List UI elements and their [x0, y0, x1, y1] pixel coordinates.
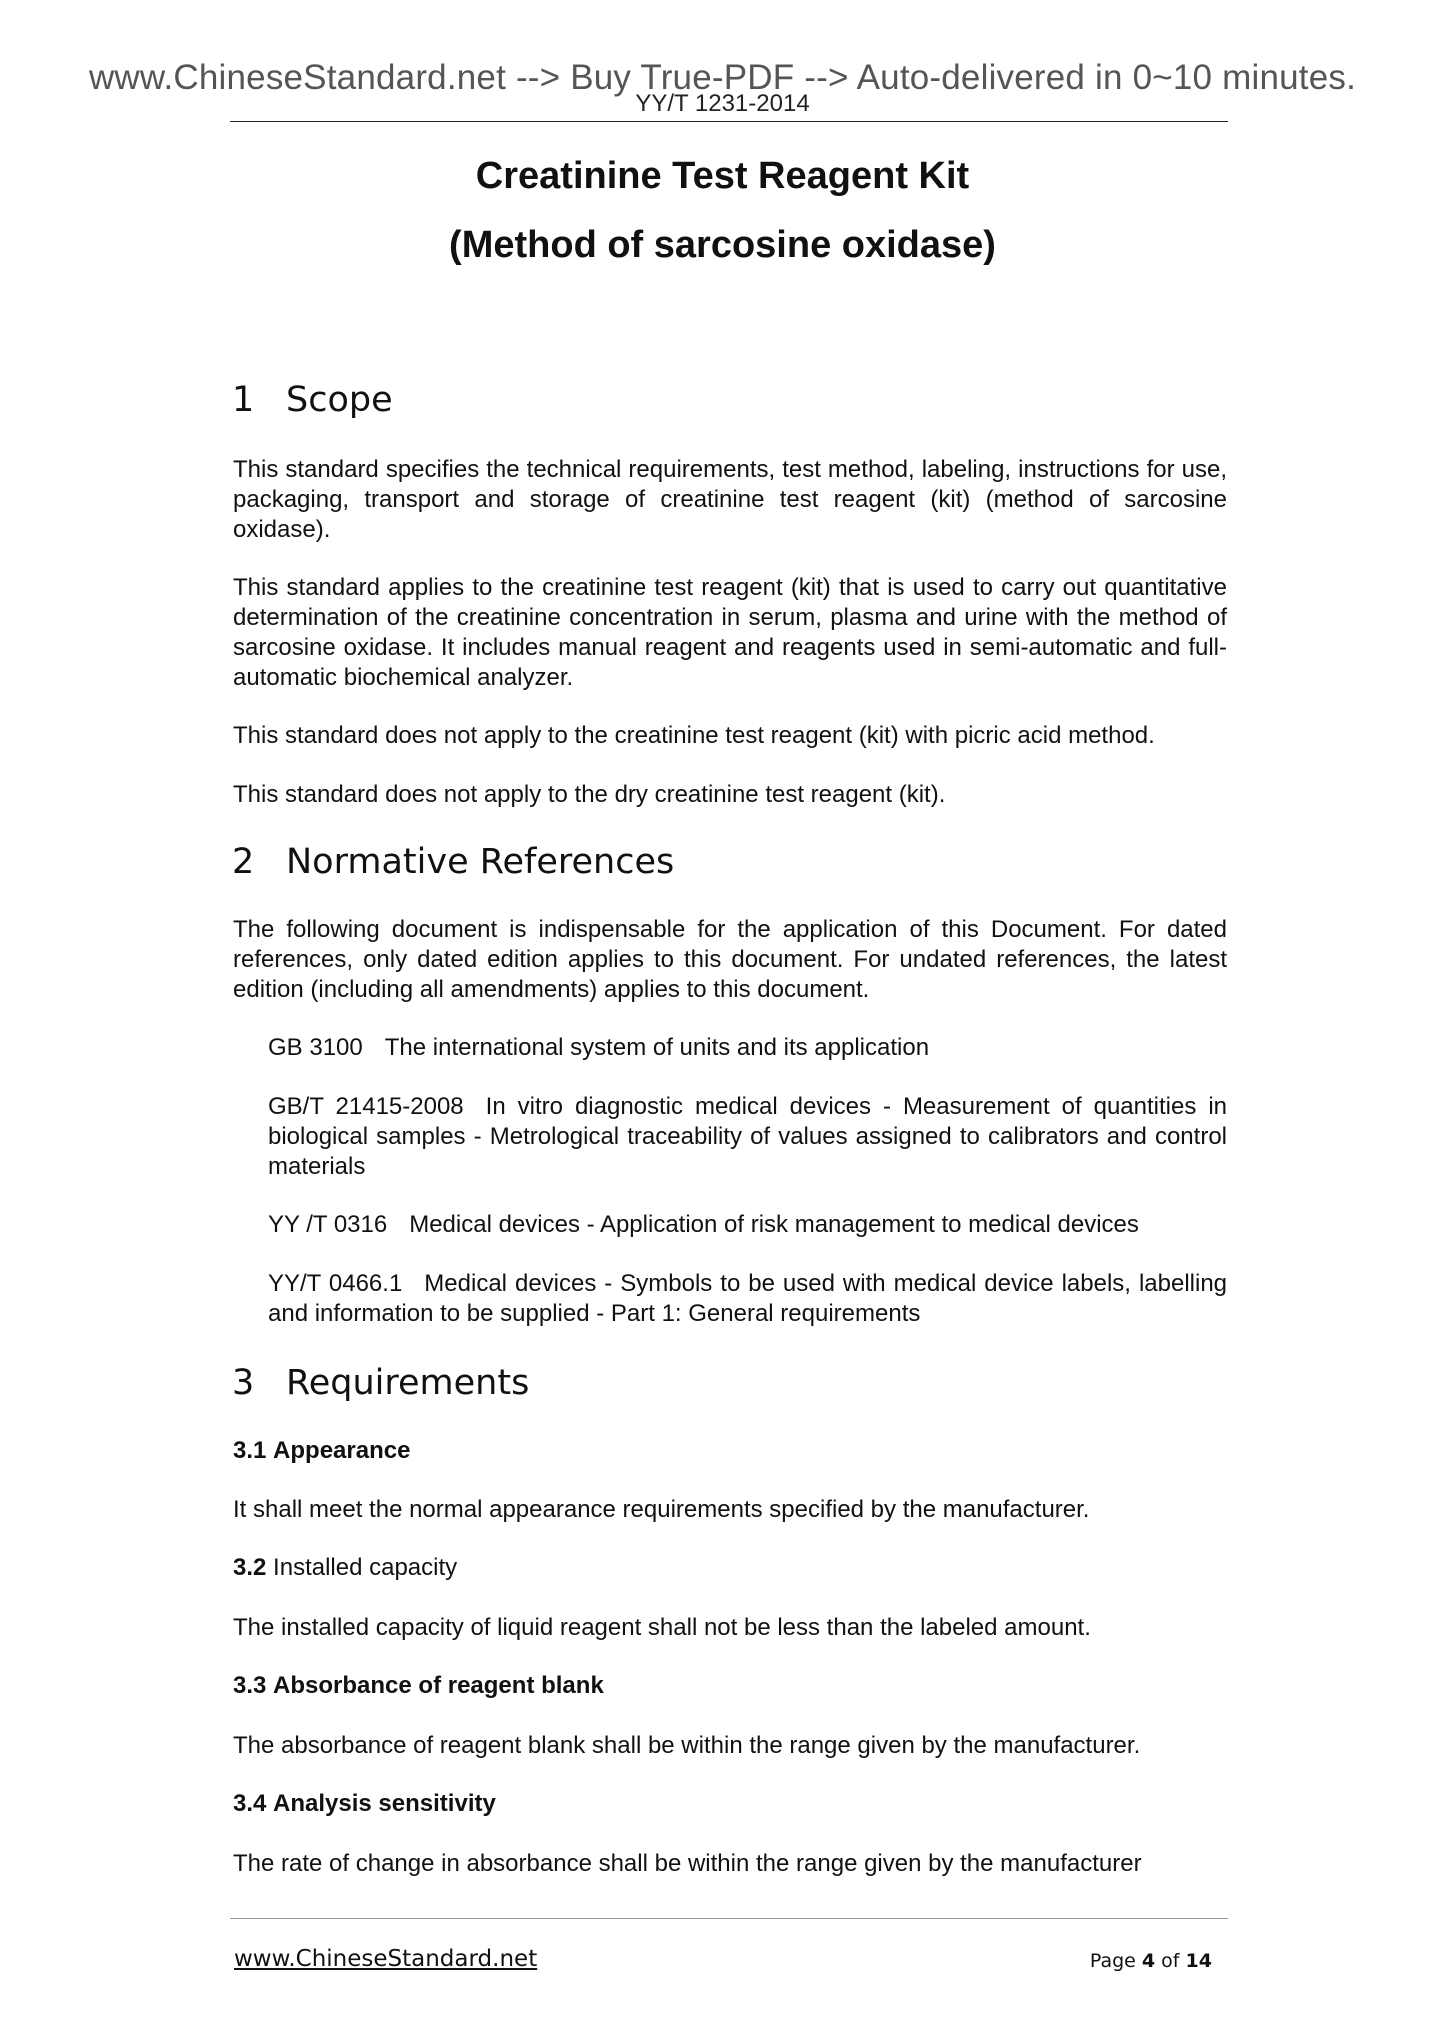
paragraph: The following document is indispensable for the application of this Document. For dated references, only dated edition applies to this document. For undated references, the latest edition (including all amendments) applies to this document.: [233, 916, 1227, 1003]
subsection-heading: [233, 1790, 496, 1818]
paragraph: The absorbance of reagent blank shall be within the range given by the manufacturer.: [233, 1732, 1141, 1759]
paragraph: This standard specifies the technical requirements, test method, labeling, instructions for use, packaging, transport and storage of creatinine test reagent (kit) (method of sarcosine oxidase).: [233, 456, 1227, 543]
subsection-title: Installed capacity: [273, 1554, 458, 1581]
page-label: Page: [1089, 1950, 1136, 1972]
subsection-title: Analysis sensitivity: [273, 1790, 496, 1817]
subsection-heading: [233, 1554, 457, 1582]
reference-code: YY /T 0316: [268, 1211, 388, 1238]
subsection-title: Absorbance of reagent blank: [273, 1672, 604, 1699]
section-title: Scope: [286, 380, 393, 420]
reference-title: Medical devices - Application of risk management to medical devices: [409, 1211, 1139, 1238]
reference-item: [268, 1210, 1227, 1240]
page-of-label: of: [1161, 1950, 1180, 1972]
section-number: 1: [232, 380, 255, 420]
reference-code: GB/T 21415-2008: [268, 1093, 464, 1120]
reference-title: Medical devices - Symbols to be used with medical device labels, labelling and information to be supplied - Part 1: General requirements: [268, 1270, 1228, 1327]
footer-website-link[interactable]: www.ChineseStandard.net: [234, 1946, 538, 1972]
subsection-number: 3.2: [233, 1554, 267, 1581]
subsection-number: 3.4: [233, 1790, 267, 1817]
section-title: Normative References: [286, 842, 675, 882]
paragraph: This standard does not apply to the creatinine test reagent (kit) with picric acid method.: [233, 722, 1155, 749]
paragraph: The rate of change in absorbance shall be within the range given by the manufacturer: [233, 1850, 1142, 1877]
current-page: 4: [1141, 1950, 1156, 1972]
reference-code: YY/T 0466.1: [268, 1270, 403, 1297]
footer-rule: [230, 1918, 1228, 1919]
header-rule: [230, 121, 1228, 122]
subsection-heading: [233, 1437, 410, 1465]
total-pages: 14: [1185, 1950, 1212, 1972]
subsection-heading: [233, 1672, 604, 1700]
subsection-title: Appearance: [273, 1437, 411, 1464]
reference-item: [268, 1092, 1227, 1182]
paragraph: It shall meet the normal appearance requirements specified by the manufacturer.: [233, 1496, 1090, 1523]
document-number: YY/T 1231-2014: [635, 90, 810, 117]
section-title: Requirements: [286, 1363, 530, 1403]
section-heading-requirements: [232, 1363, 529, 1403]
subsection-number: 3.3: [233, 1672, 267, 1699]
section-number: 3: [232, 1363, 255, 1403]
section-number: 2: [232, 842, 255, 882]
subsection-number: 3.1: [233, 1437, 267, 1464]
paragraph: This standard applies to the creatinine test reagent (kit) that is used to carry out quantitative determination of the creatinine concentration in serum, plasma and urine with the method of sarcosine oxidase. It includes manual reagent and reagents used in semi-automatic and full-automatic biochemical analyzer.: [233, 574, 1227, 691]
reference-title: The international system of units and its application: [384, 1034, 930, 1061]
paragraph: This standard does not apply to the dry creatinine test reagent (kit).: [233, 781, 946, 808]
reference-item: [268, 1269, 1227, 1329]
section-heading-scope: [232, 380, 393, 420]
document-subtitle: (Method of sarcosine oxidase): [449, 224, 996, 266]
promo-banner[interactable]: www.ChineseStandard.net --> Buy True-PDF --> Auto-delivered in 0~10 minutes.: [88, 58, 1357, 97]
document-title: Creatinine Test Reagent Kit: [475, 155, 970, 197]
reference-code: GB 3100: [268, 1034, 363, 1061]
page-number: [1090, 1950, 1212, 1972]
reference-item: [268, 1033, 1227, 1063]
paragraph: The installed capacity of liquid reagent shall not be less than the labeled amount.: [233, 1614, 1091, 1641]
reference-title: In vitro diagnostic medical devices - Measurement of quantities in biological samples - Metrological traceability of values assigned to calibrators and control materials: [268, 1093, 1227, 1180]
section-heading-normative-references: [232, 842, 674, 882]
